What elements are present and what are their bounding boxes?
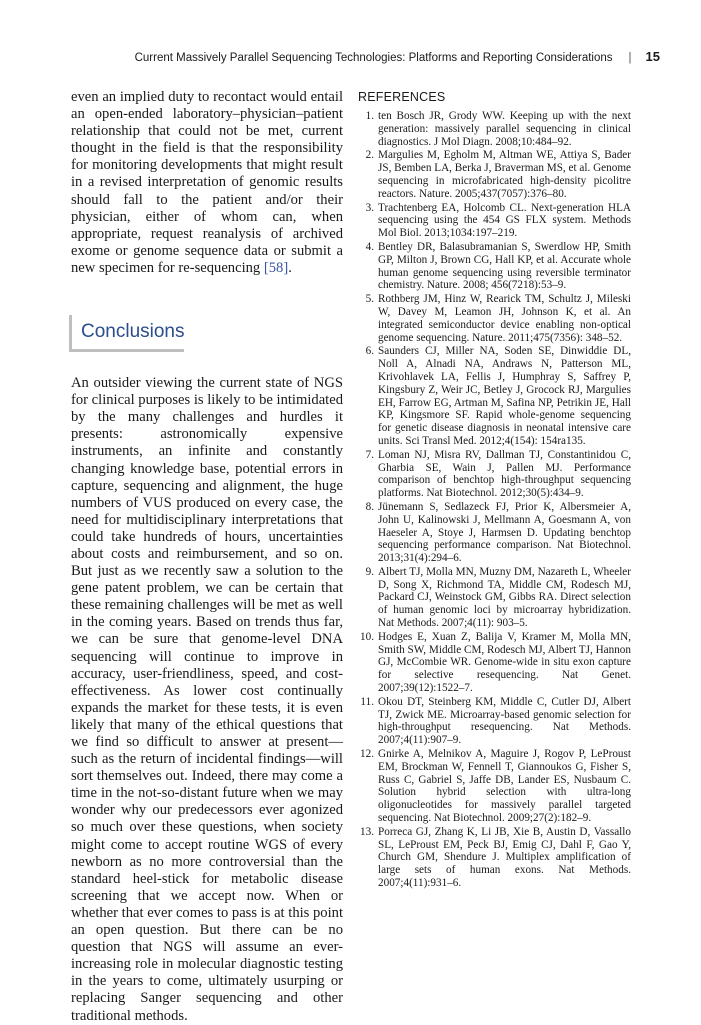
reference-text: ten Bosch JR, Grody WW. Keeping up with the next generation: massively parallel sequencing in clinical diagnostics. J Mol Diagn. 2008;10:484–92. (378, 110, 631, 148)
paragraph-1-text: even an implied duty to recontact would entail an open-ended laboratory–physician–patient relationship that could not be met, current thought in the field is that the responsibility for monitoring developments that might result in a revised interpretation of genomic results should fall to the patient and/or their physician, either of whom can, when appropriate, request reanalysis of archived exome or genome sequence data or submit a new specimen for re-sequencing (71, 89, 343, 276)
reference-number: 8. (365, 500, 374, 513)
reference-item (357, 631, 631, 695)
reference-text: Okou DT, Steinberg KM, Middle C, Cutler DJ, Albert TJ, Zwick ME. Microarray-based genomic selection for high-throughput resequencing. Nat Methods. 2007;4(11):907–9. (378, 695, 631, 747)
reference-number: 9. (365, 565, 374, 578)
heading-bracket-vertical (69, 315, 72, 350)
reference-item (357, 241, 631, 292)
reference-item (357, 501, 631, 565)
reference-number: 5. (365, 293, 374, 306)
reference-number: 4. (365, 240, 374, 253)
reference-text: Gnirke A, Melnikov A, Maguire J, Rogov P, LeProust EM, Brockman W, Fennell T, Giannoukos G, Fisher S, Russ C, Gabriel S, Jaffe DB, Lander ES, Nusbaum C. Solution hybrid selection with ultra-long oligonucleotides for massively parallel targeted sequencing. Nat Biotechnol. 2009;27(2):182–9. (378, 748, 631, 825)
running-head-separator: | (628, 52, 632, 64)
reference-number: 7. (365, 448, 374, 461)
reference-text: Hodges E, Xuan Z, Balija V, Kramer M, Molla MN, Smith SW, Middle CM, Rodesch MJ, Albert TJ, Hannon GJ, McCombie WR. Genome-wide in situ exon capture for selective resequencing. Nat Genet. 2007;39(12):1522–7. (378, 630, 631, 695)
reference-text: Porreca GJ, Zhang K, Li JB, Xie B, Austin D, Vassallo SL, LeProust EM, Peck BJ, Emig CJ, Dahl F, Gao Y, Church GM, Shendure J. Multiplex amplification of large sets of human exons. Nat Methods. 2007;4(11):931–6. (378, 825, 631, 890)
reference-text: Trachtenberg EA, Holcomb CL. Next-generation HLA sequencing using the 454 GS FLX system. Methods Mol Biol. 2013;1034:197–219. (378, 201, 631, 240)
reference-item (357, 149, 631, 200)
reference-text: Rothberg JM, Hinz W, Rearick TM, Schultz J, Mileski W, Davey M, Leamon JH, Johnson K, et al. An integrated semiconductor device enabling non-optical genome sequencing. Nature. 2011;475(7356): 348–52. (378, 293, 631, 344)
reference-number: 1. (365, 110, 374, 122)
references-column (357, 89, 631, 891)
reference-text: Albert TJ, Molla MN, Muzny DM, Nazareth L, Wheeler D, Song X, Richmond TA, Middle CM, Rodesch MJ, Packard CJ, Weinstock GM, Gibbs RA. Direct selection of human genomic loci by microarray hybridization. Nat Methods. 2007;4(11): 903–5. (378, 565, 631, 630)
running-head-title: Current Massively Parallel Sequencing Technologies: Platforms and Reporting Considerations (134, 52, 613, 64)
reference-text: Jünemann S, Sedlazeck FJ, Prior K, Albersmeier A, John U, Kalinowski J, Mellmann A, Goesmann A, von Haeseler A, Stoye J, Harmsen D. Updating benchtop sequencing performance comparison. Nat Biotechnol. 2013;31(4):294–6. (378, 500, 631, 565)
reference-number: 6. (365, 345, 374, 358)
reference-text: Loman NJ, Misra RV, Dallman TJ, Constantinidou C, Gharbia SE, Wain J, Pallen MJ. Performance comparison of benchtop high-throughput sequencing platforms. Nat Biotechnol. 2012;30(5):434–9. (378, 448, 631, 500)
reference-number: 13. (360, 825, 374, 838)
references-heading: REFERENCES (358, 90, 446, 104)
reference-item (357, 293, 631, 344)
reference-item (357, 566, 631, 630)
body-paragraph-1 (71, 89, 343, 277)
citation-link[interactable]: [58] (263, 259, 289, 276)
reference-item (357, 748, 631, 825)
reference-number: 12. (360, 748, 374, 761)
running-head (0, 49, 660, 64)
heading-bracket-horizontal (69, 349, 184, 352)
reference-text: Saunders CJ, Miller NA, Soden SE, Dinwiddie DL, Noll A, Alnadi NA, Andraws N, Patterson ML, Krivohlavek LA, Fellis J, Humphray S, Saffrey P, Kingsbury Z, Weir JC, Betley J, Grocock RJ, Margulies EH, Farrow EG, Artman M, Safina NP, Petrikin JE, Hall KP, Kingsmore SF. Rapid whole-genome sequencing for genetic disease diagnosis in neonatal intensive care units. Sci Transl Med. 2012;4(154): 154ra135. (378, 345, 631, 447)
reference-item (357, 696, 631, 747)
reference-list (357, 110, 631, 890)
left-column (71, 89, 343, 1025)
body-paragraph-2: An outsider viewing the current state of NGS for clinical purposes is likely to be intimidated by the many challenges and hurdles it presents: astronomically expensive instruments, an infinite and constantly changing knowledge base, potential errors in capture, sequencing and alignment, the huge numbers of VUS produced on every case, the need for multidisciplinary interpretations that could take hundreds of hours, uncertainties about costs and reimbursement, and so on. But just as we recently saw a solution to the gene patent problem, we can be certain that these remaining challenges will be met as well in the coming years. Based on trends thus far, we can be sure that genome-level DNA sequencing will continue to improve in accuracy, user-friendliness, speed, and cost-effectiveness. As lower cost continually expands the market for these tests, it is even likely that many of the ethical questions that we find so difficult to answer at present—such as the return of incidental findings—will sort themselves out. Indeed, there may come a time in the not-so-distant future when we may wonder why our predecessors ever agonized so much over these questions, when society might come to accept routine WGS of every newborn as no more controversial than the standard heel-stick for metabolic disease screening that we accept now. When or whether that ever comes to pass is at this point an open question. But there can be no question that NGS will assume an ever-increasing role in molecular diagnostic testing in the years to come, ultimately usurping or replacing Sanger sequencing and other traditional methods. (71, 375, 343, 1024)
reference-text: Bentley DR, Balasubramanian S, Swerdlow HP, Smith GP, Milton J, Brown CG, Hall KP, et al. Accurate whole human genome sequencing using reversible terminator chemistry. Nature. 2008; 456(7218):53–9. (378, 240, 631, 292)
paragraph-1-end: . (288, 259, 292, 276)
reference-number: 3. (365, 201, 374, 214)
reference-number: 11. (360, 695, 374, 708)
section-heading (69, 315, 343, 352)
reference-item (357, 202, 631, 240)
reference-item (357, 826, 631, 890)
reference-number: 2. (365, 149, 374, 162)
reference-item (357, 449, 631, 500)
section-title: Conclusions (81, 321, 185, 343)
reference-item (357, 345, 631, 447)
reference-text: Margulies M, Egholm M, Altman WE, Attiya S, Bader JS, Bemben LA, Berka J, Braverman MS, et al. Genome sequencing in microfabricated high-density picolitre reactors. Nature. 2005;437(7057):376–80. (378, 149, 631, 200)
page-number: 15 (645, 49, 660, 64)
reference-item (357, 110, 631, 148)
reference-number: 10. (360, 630, 374, 643)
